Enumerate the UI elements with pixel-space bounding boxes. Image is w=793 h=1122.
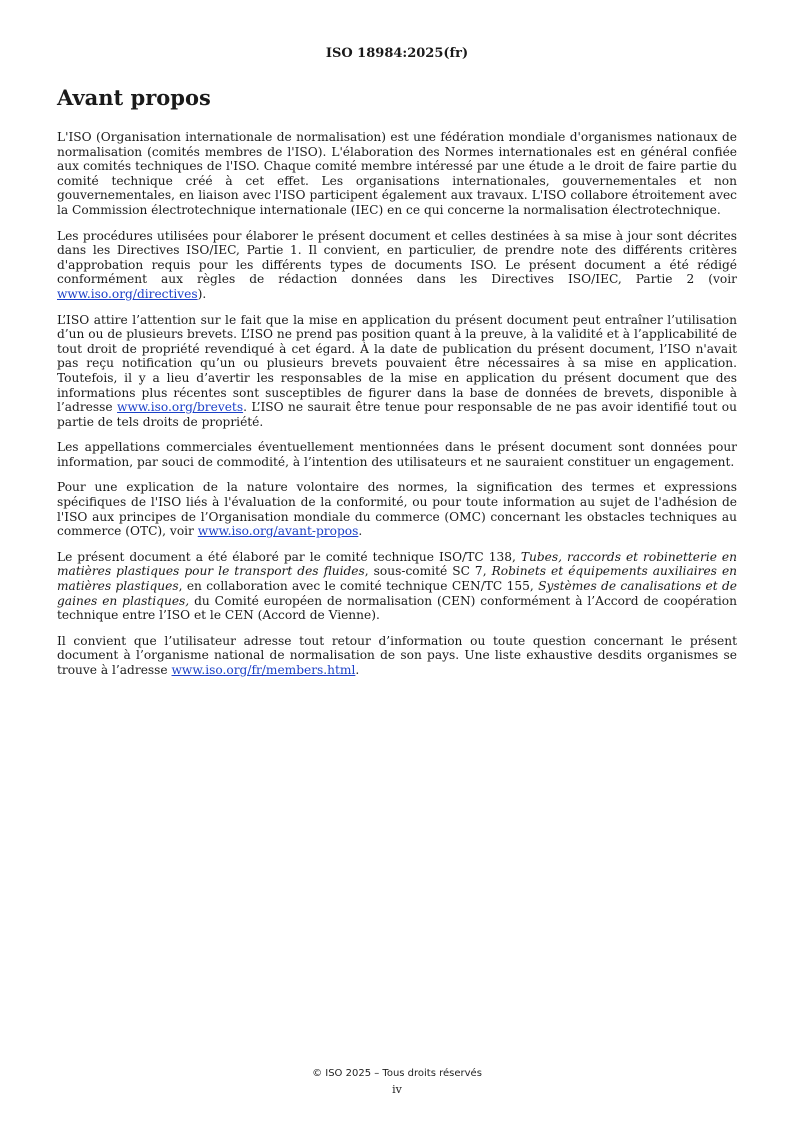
document-body (57, 130, 737, 689)
paragraph-committee: Le présent document a été élaboré par le comité technique ISO/TC 138, Tubes, raccords et robinetterie en matières plastiques pour le transport des fluides, sous-comité SC 7, Robinets et équipements auxiliaires en matières plastiques, en collaboration avec le comité technique CEN/TC 155, Systèmes de canalisations et de gaines en plastiques, du Comité européen de normalisation (CEN) conformément à l’Accord de coopération technique entre l’ISO et le CEN (Accord de Vienne). (57, 549, 738, 623)
document-page (57, 0, 737, 1122)
link-brevets[interactable]: www.iso.org/brevets (117, 400, 244, 415)
paragraph-iso-intro: L'ISO (Organisation internationale de normalisation) est une fédération mondiale d'organismes nationaux de normalisation (comités membres de l'ISO). L'élaboration des Normes internationales est en général confiée aux comités techniques de l'ISO. Chaque comité membre intéressé par une étude a le droit de faire partie du comité technique créé à cet effet. Les organisations internationales, gouvernementales et non gouvernementales, en liaison avec l'ISO participent également aux travaux. L'ISO collabore étroitement avec la Commission électrotechnique internationale (IEC) en ce qui concerne la normalisation électrotechnique. (57, 130, 737, 217)
paragraph-patents: L’ISO attire l’attention sur le fait que la mise en application du présent document peut entraîner l’utilisation d’un ou de plusieurs brevets. L’ISO ne prend pas position quant à la preuve, à la validité et à l’applicabilité de tout droit de propriété revendiqué à cet égard. À la date de publication du présent document, l’ISO n'avait pas reçu notification qu’un ou plusieurs brevets pouvaient être nécessaires à sa mise en application. Toutefois, il y a lieu d’avertir les responsables de la mise en application du présent document que des informations plus récentes sont susceptibles de figurer dans la base de données de brevets, disponible à l’adresse www.iso.org/brevets. L’ISO ne saurait être tenue pour responsable de ne pas avoir identifié tout ou partie de tels droits de propriété. (57, 312, 737, 429)
link-members[interactable]: www.iso.org/fr/members.html (171, 663, 356, 677)
paragraph-procedures: Les procédures utilisées pour élaborer le présent document et celles destinées à sa mise à jour sont décrites dans les Directives ISO/IEC, Partie 1. Il convient, en particulier, de prendre note des différents critères d'approbation requis pour les différents types de documents ISO. Le présent document a été rédigé conformément aux règles de rédaction données dans les Directives ISO/IEC, Partie 2 (voir www.iso.org/directives). (57, 228, 737, 301)
paragraph-trade-names: Les appellations commerciales éventuellement mentionnées dans le présent document sont données pour information, par souci de commodité, à l’intention des utilisateurs et ne sauraient constituer un engagement. (57, 440, 737, 469)
page-footer (57, 1066, 737, 1098)
document-id-header: ISO 18984:2025(fr) (325, 46, 469, 61)
paragraph-voluntary-nature: Pour une explication de la nature volontaire des normes, la signification des termes et expressions spécifiques de l'ISO liés à l'évaluation de la conformité, ou pour toute information au sujet de l'adhésion de l'ISO aux principes de l’Organisation mondiale du commerce (OMC) concernant les obstacles techniques au commerce (OTC), voir www.iso.org/avant-propos. (57, 480, 737, 539)
page-title: Avant propos (57, 85, 211, 110)
page-number: iv (392, 1083, 402, 1096)
link-avant-propos[interactable]: www.iso.org/avant-propos (197, 524, 359, 539)
link-directives[interactable]: www.iso.org/directives (57, 286, 198, 301)
copyright-notice: © ISO 2025 – Tous droits réservés (312, 1068, 482, 1079)
paragraph-feedback: Il convient que l’utilisateur adresse tout retour d’information ou toute question concernant le présent document à l’organisme national de normalisation de son pays. Une liste exhaustive desdits organismes se trouve à l’adresse www.iso.org/fr/members.html. (57, 633, 737, 677)
